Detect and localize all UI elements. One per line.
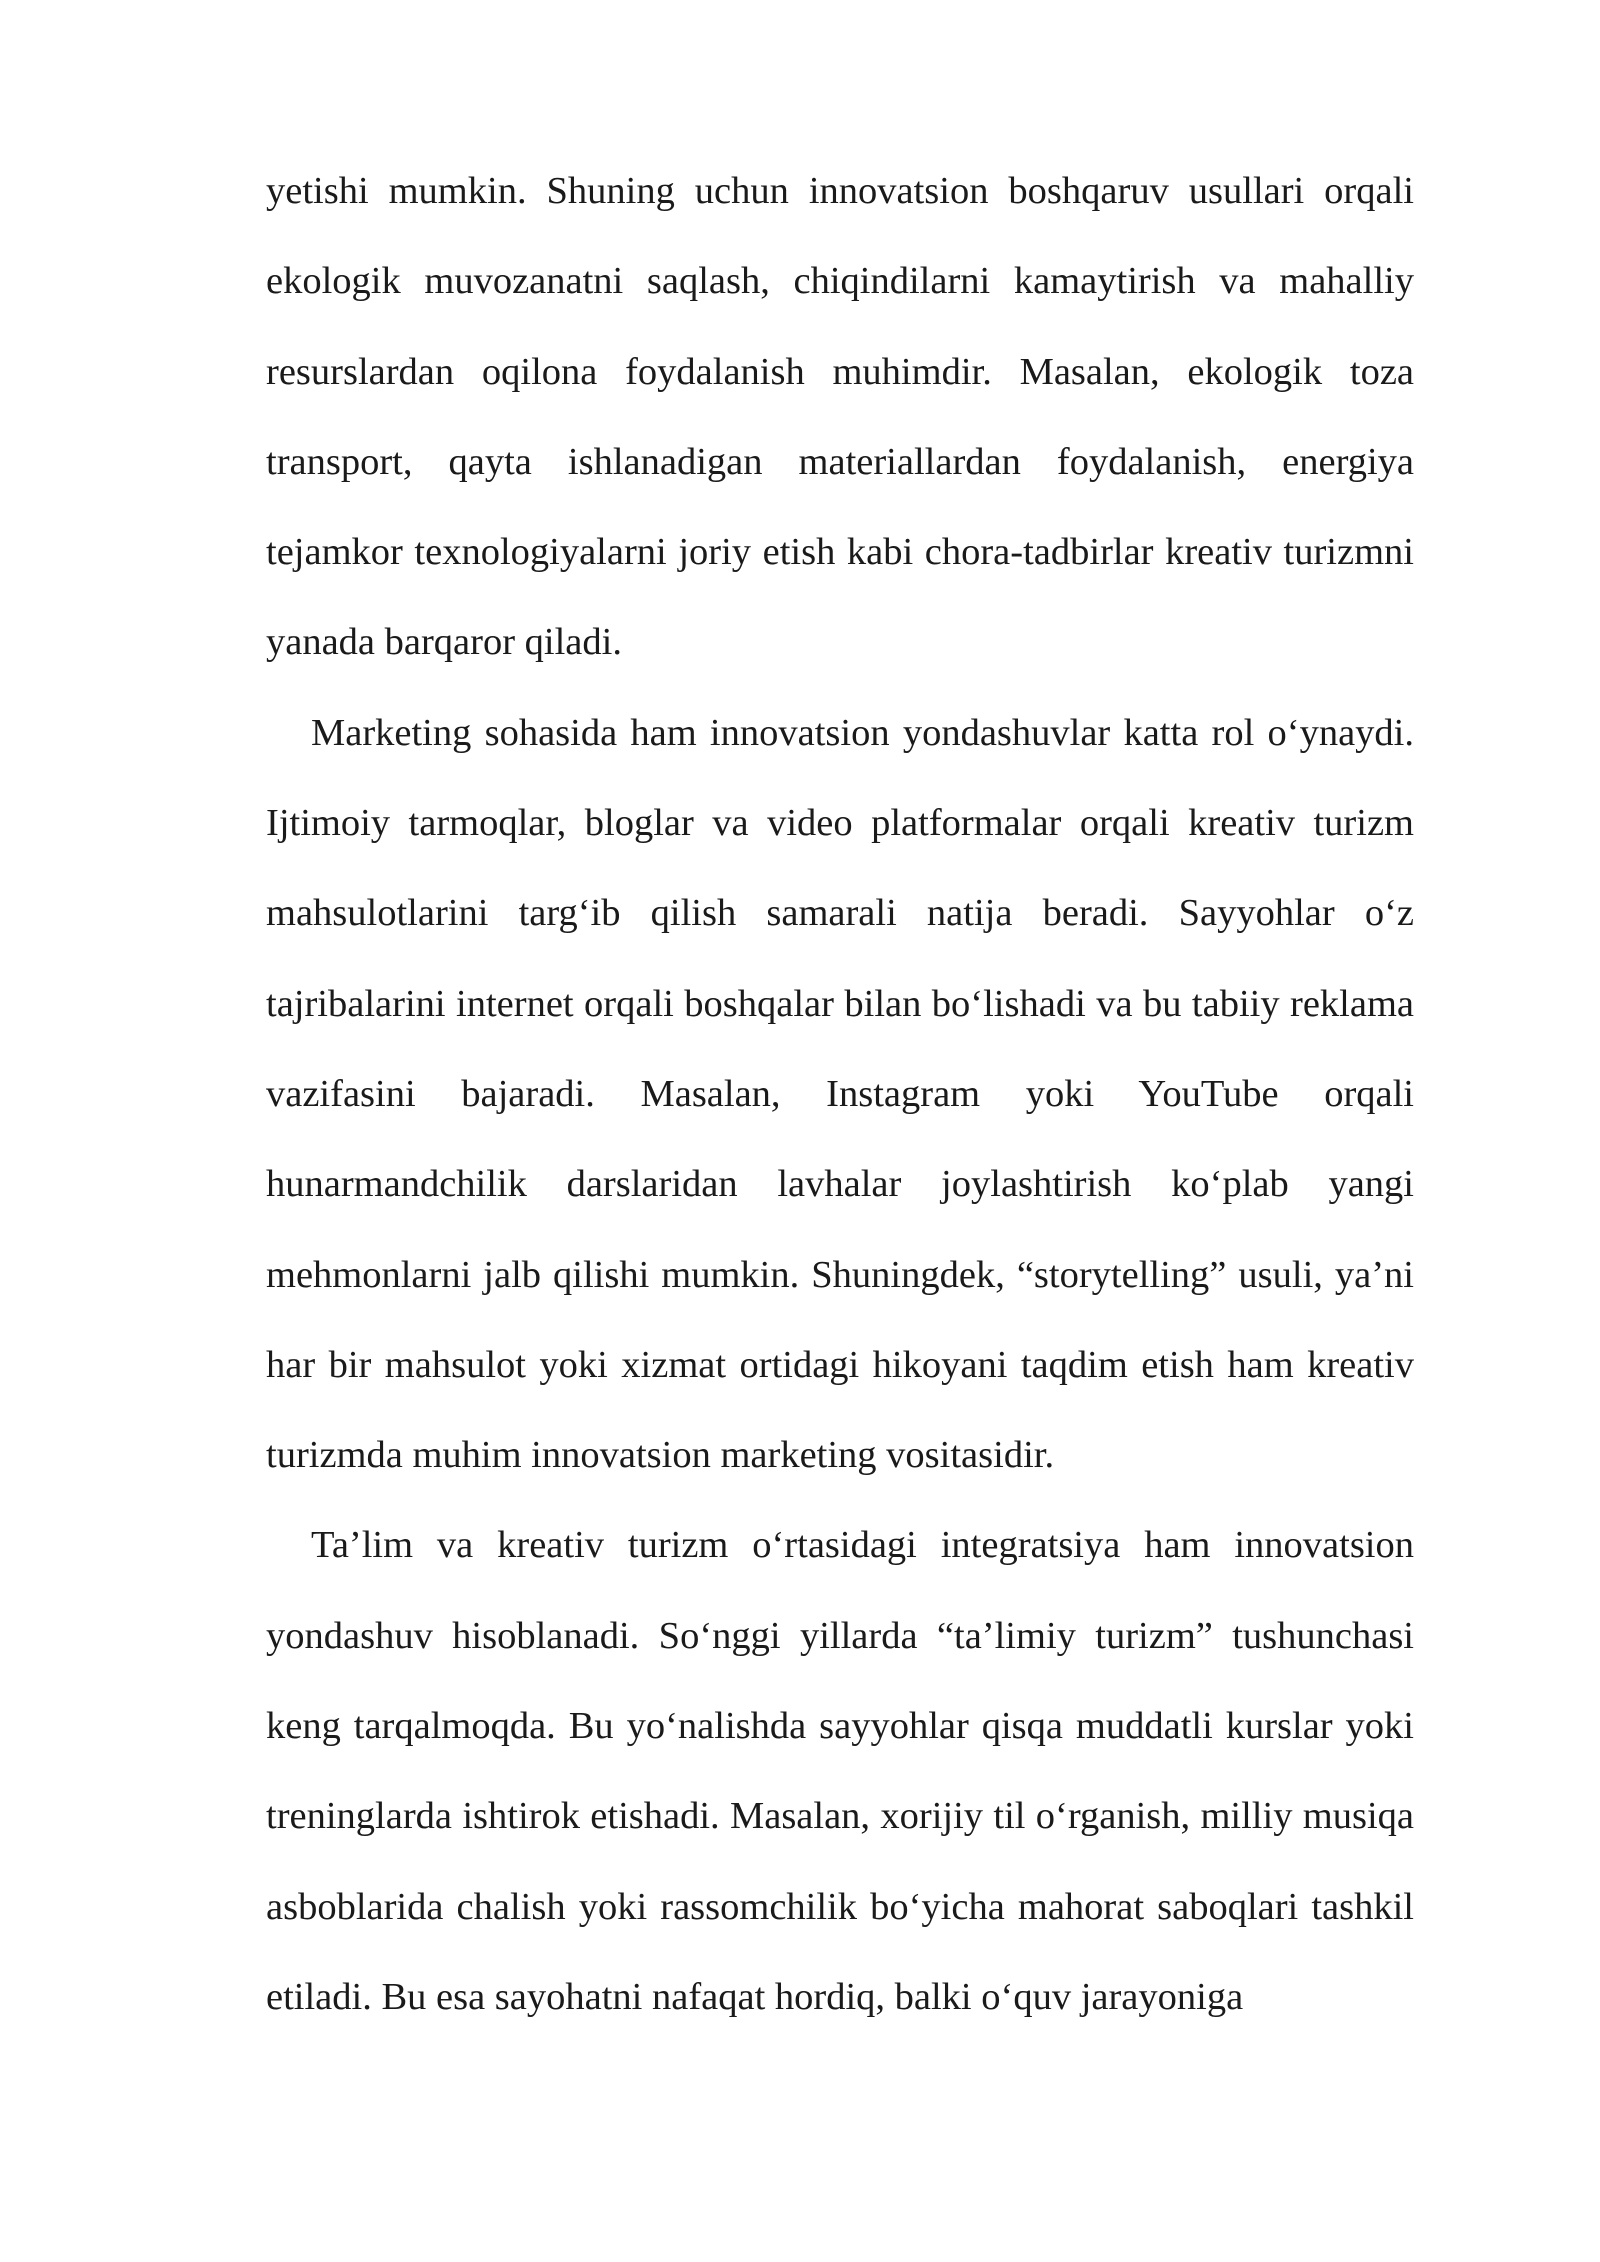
paragraph-education-tourism: Ta’lim va kreativ turizm o‘rtasidagi integratsiya ham innovatsion yondashuv hisoblanadi. So‘nggi yillarda “ta’limiy turizm” tushunchasi keng tarqalmoqda. Bu yo‘nalishda sayyohlar qisqa muddatli kurslar yoki treninglarda ishtirok etishadi. Masalan, xorijiy til o‘rganish, milliy musiqa asboblarida chalish yoki rassomchilik bo‘yicha mahorat saboqlari tashkil etiladi. Bu esa sayohatni nafaqat hordiq, balki o‘quv jarayoniga — [266, 1524, 1414, 2018]
body-text — [266, 146, 1414, 2042]
paragraph-ecology-continuation: yetishi mumkin. Shuning uchun innovatsion boshqaruv usullari orqali ekologik muvozanatni saqlash, chiqindilarni kamaytirish va mahalliy resurslardan oqilona foydalanish muhimdir. Masalan, ekologik toza transport, qayta ishlanadigan materiallardan foydalanish, energiya tejamkor texnologiyalarni joriy etish kabi chora-tadbirlar kreativ turizmni yanada barqaror qiladi. — [266, 170, 1414, 664]
paragraph-marketing: Marketing sohasida ham innovatsion yondashuvlar katta rol o‘ynaydi. Ijtimoiy tarmoqlar, bloglar va video platformalar orqali kreativ turizm mahsulotlarini targ‘ib qilish samarali natija beradi. Sayyohlar o‘z tajribalarini internet orqali boshqalar bilan bo‘lishadi va bu tabiiy reklama vazifasini bajaradi. Masalan, Instagram yoki YouTube orqali hunarmandchilik darslaridan lavhalar joylashtirish ko‘plab yangi mehmonlarni jalb qilishi mumkin. Shuningdek, “storytelling” usuli, ya’ni har bir mahsulot yoki xizmat ortidagi hikoyani taqdim etish ham kreativ turizmda muhim innovatsion marketing vositasidir. — [266, 711, 1414, 1477]
